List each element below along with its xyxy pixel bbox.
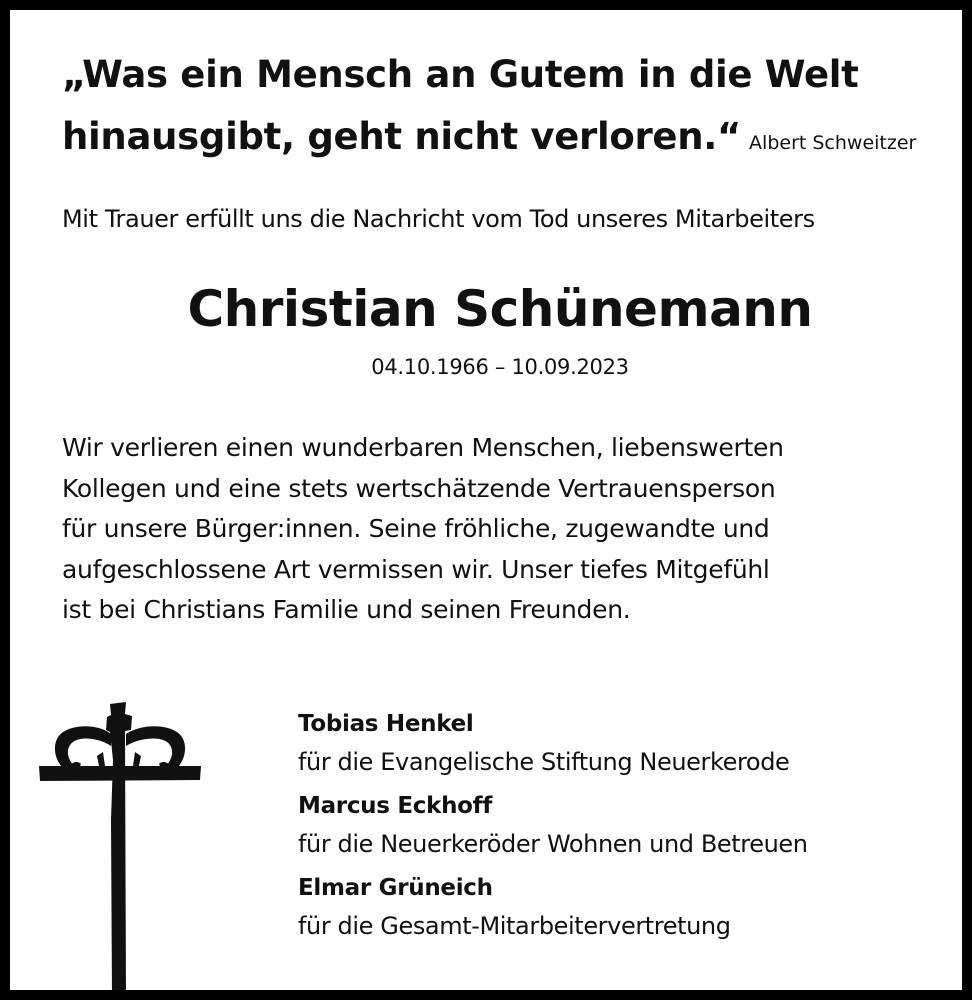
body-line: ist bei Christians Familie und seinen Freunden. <box>62 595 631 624</box>
signer-name: Elmar Grüneich <box>298 875 493 901</box>
deceased-name: Christian Schünemann <box>187 280 813 338</box>
cross-emblem-icon <box>37 700 202 990</box>
signers-list <box>298 705 938 951</box>
obituary-card <box>10 10 962 990</box>
signer-entry <box>298 869 938 945</box>
signer-entry <box>298 705 938 781</box>
signer-name: Marcus Eckhoff <box>298 793 493 819</box>
quote-line-2 <box>62 106 942 174</box>
life-dates: 04.10.1966 – 10.09.2023 <box>371 355 629 379</box>
signer-entry <box>298 787 938 863</box>
quote-block <box>62 44 942 174</box>
quote-author: Albert Schweitzer <box>749 132 917 154</box>
signer-organization: für die Neuerkeröder Wohnen und Betreuen <box>298 830 808 858</box>
body-line: Wir verlieren einen wunderbaren Menschen, liebenswerten <box>62 433 784 462</box>
signer-organization: für die Evangelische Stiftung Neuerkerode <box>298 748 790 776</box>
intro-text: Mit Trauer erfüllt uns die Nachricht vom Tod unseres Mitarbeiters <box>62 205 815 233</box>
signer-name: Tobias Henkel <box>298 711 474 737</box>
quote-line-2-text: hinausgibt, geht nicht verloren.“ <box>62 115 742 158</box>
quote-line-1: „Was ein Mensch an Gutem in die Welt <box>62 53 859 96</box>
body-line: aufgeschlossene Art vermissen wir. Unser tiefes Mitgefühl <box>62 554 770 584</box>
body-line: für unsere Bürger:innen. Seine fröhliche, zugewandte und <box>62 514 770 543</box>
condolence-text <box>62 428 932 631</box>
body-line: Kollegen und eine stets wertschätzende Vertrauensperson <box>62 473 776 503</box>
signer-organization: für die Gesamt-Mitarbeitervertretung <box>298 912 731 940</box>
